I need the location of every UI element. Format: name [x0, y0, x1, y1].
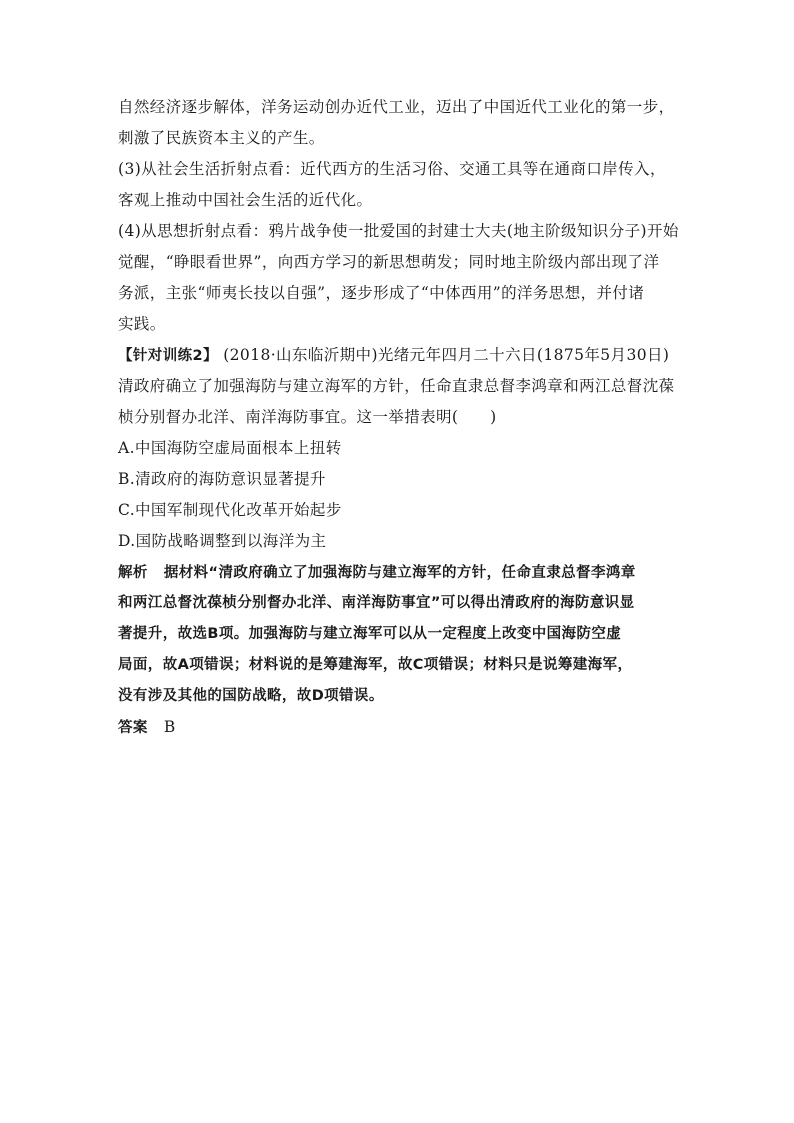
answer-label: 答案	[118, 720, 148, 736]
point4-line-1: (4)从思想折射点看：鸦片战争使一批爱国的封建士大夫(地主阶级知识分子)开始	[118, 222, 679, 240]
analysis-line-2: 和两江总督沈葆桢分别督办北洋、南洋海防事宜”可以得出清政府的海防意识显	[118, 595, 635, 611]
option-a: A.中国海防空虚局面根本上扭转	[118, 439, 342, 457]
analysis-label: 解析	[118, 565, 148, 581]
point4-line-3: 务派，主张“师夷长技以自强”，逐步形成了“中体西用”的洋务思想，并付诸	[118, 284, 645, 302]
answer-value: B	[163, 718, 176, 736]
exercise-tag: 【针对训练2】	[118, 348, 218, 364]
exercise-line-3: 桢分别督办北洋、南洋海防事宜。这一举措表明( )	[118, 408, 497, 426]
analysis-line-4: 局面，故A项错误；材料说的是筹建海军，故C项错误；材料只是说筹建海军，	[118, 657, 633, 673]
option-d: D.国防战略调整到以海洋为主	[118, 532, 327, 550]
point3-line-1: (3)从社会生活折射点看：近代西方的生活习俗、交通工具等在通商口岸传入，	[118, 160, 666, 178]
exercise-source: (2018·山东临沂期中)光绪元年四月二十六日(1875年5月30日)	[223, 346, 670, 364]
answer-line	[118, 712, 678, 743]
point4-line-2: 觉醒，“睁眼看世界”，向西方学习的新思想萌发；同时地主阶级内部出现了洋	[118, 253, 660, 271]
exercise-line-1	[118, 340, 678, 371]
option-c: C.中国军制现代化改革开始起步	[118, 501, 342, 519]
analysis-line-3: 著提升，故选B项。加强海防与建立海军可以从一定程度上改变中国海防空虚	[118, 626, 622, 642]
continuation-line-2: 刺激了民族资本主义的产生。	[118, 129, 325, 147]
continuation-line-1: 自然经济逐步解体，洋务运动创办近代工业，迈出了中国近代工业化的第一步，	[118, 98, 675, 116]
point3-line-2: 客观上推动中国社会生活的近代化。	[118, 191, 373, 209]
analysis-text-1: 据材料“清政府确立了加强海防与建立海军的方针，任命直隶总督李鸿章	[163, 565, 636, 581]
analysis-line-1	[118, 557, 678, 588]
option-b: B.清政府的海防意识显著提升	[118, 470, 326, 488]
analysis-line-5: 没有涉及其他的国防战略，故D项错误。	[118, 688, 384, 704]
exercise-line-2: 清政府确立了加强海防与建立海军的方针，任命直隶总督李鸿章和两江总督沈葆	[118, 377, 675, 395]
point4-line-4: 实践。	[118, 315, 166, 333]
document-page	[118, 92, 678, 743]
